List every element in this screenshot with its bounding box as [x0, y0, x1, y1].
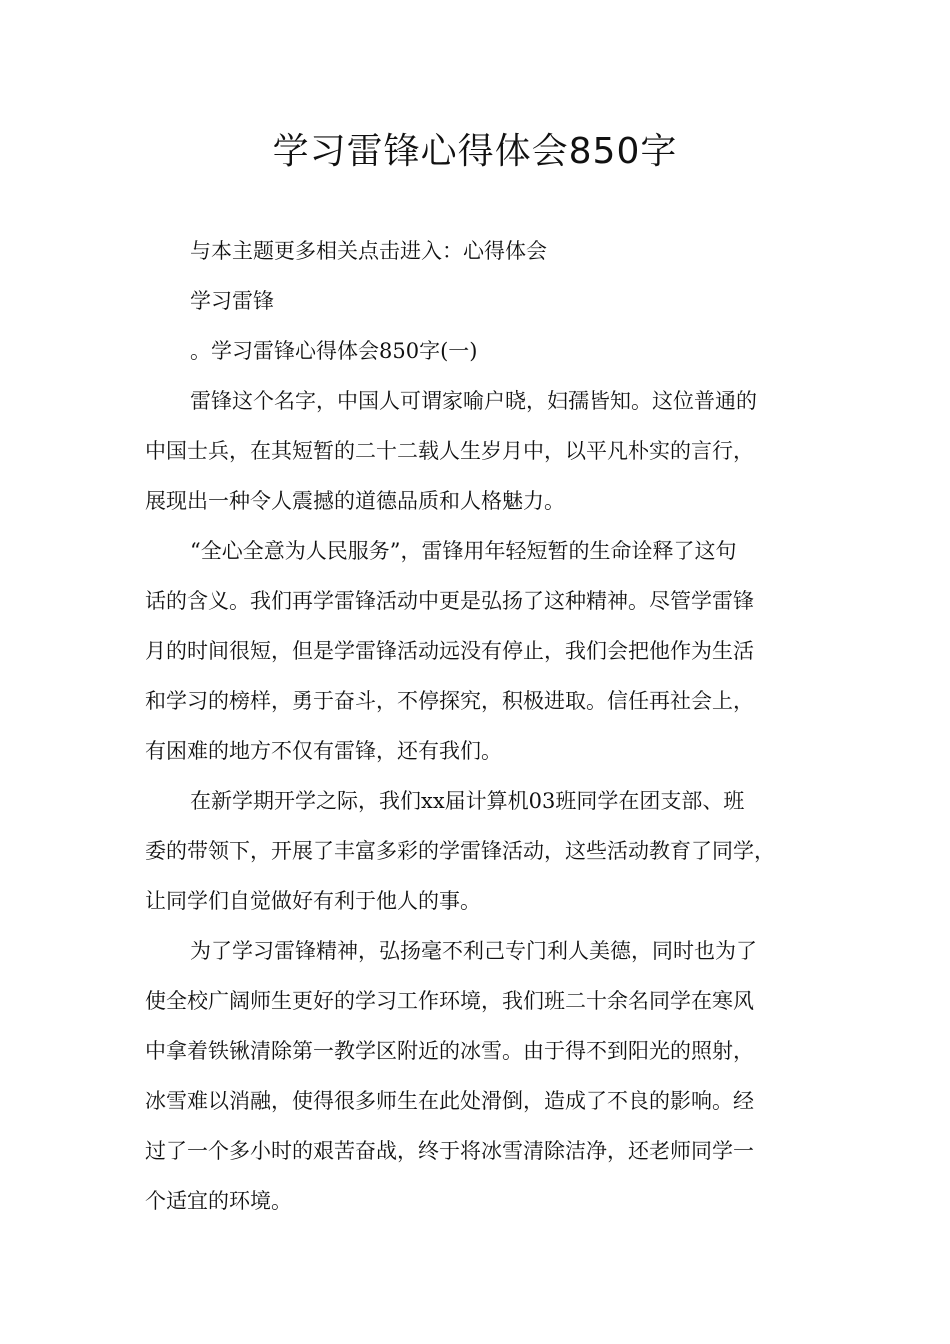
paragraph-line: 月的时间很短，但是学雷锋活动远没有停止，我们会把他作为生活	[145, 639, 754, 663]
paragraph-line: 让同学们自觉做好有利于他人的事。	[145, 889, 481, 913]
paragraph-line: 为了学习雷锋精神，弘扬毫不利己专门利人美德，同时也为了	[190, 939, 757, 963]
paragraph-line: 中国士兵，在其短暂的二十二载人生岁月中，以平凡朴实的言行，	[145, 439, 754, 463]
paragraph-line: 冰雪难以消融，使得很多师生在此处滑倒，造成了不良的影响。经	[145, 1089, 754, 1113]
paragraph-line: 在新学期开学之际，我们xx届计算机03班同学在团支部、班	[190, 789, 745, 813]
paragraph-line: 雷锋这个名字，中国人可谓家喻户晓，妇孺皆知。这位普通的	[190, 389, 757, 413]
paragraph-line: 个适宜的环境。	[145, 1189, 292, 1213]
paragraph-line: 委的带领下，开展了丰富多彩的学雷锋活动，这些活动教育了同学，	[145, 839, 775, 863]
paragraph-line: 展现出一种令人震撼的道德品质和人格魅力。	[145, 489, 565, 513]
paragraph-line: 过了一个多小时的艰苦奋战，终于将冰雪清除洁净，还老师同学一	[145, 1139, 754, 1163]
paragraph-line: “全心全意为人民服务”，雷锋用年轻短暂的生命诠释了这句	[190, 539, 737, 563]
paragraph-line: 中拿着铁锹清除第一教学区附近的冰雪。由于得不到阳光的照射，	[145, 1039, 754, 1063]
related-topic-prefix: 与本主题更多相关点击进入：	[190, 239, 463, 263]
section-label: 学习雷锋	[190, 289, 274, 313]
paragraph-line: 使全校广阔师生更好的学习工作环境，我们班二十余名同学在寒风	[145, 989, 754, 1013]
related-topic-link[interactable]: 心得体会	[463, 239, 547, 263]
section-subtitle: 。学习雷锋心得体会850字(一)	[190, 339, 478, 363]
paragraph-line: 话的含义。我们再学雷锋活动中更是弘扬了这种精神。尽管学雷锋	[145, 589, 754, 613]
paragraph-line: 有困难的地方不仅有雷锋，还有我们。	[145, 739, 502, 763]
document-title: 学习雷锋心得体会850字	[272, 131, 678, 172]
related-topic-line	[190, 236, 815, 266]
paragraph-line: 和学习的榜样，勇于奋斗，不停探究，积极进取。信任再社会上，	[145, 689, 754, 713]
